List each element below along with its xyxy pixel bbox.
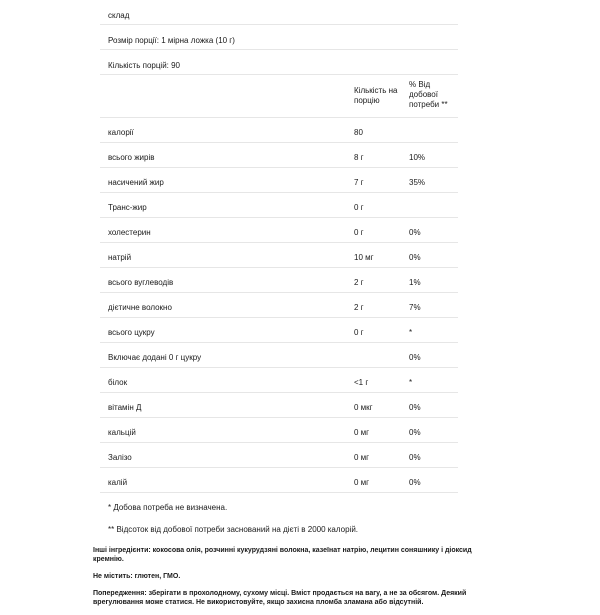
nutrient-daily-value: 0% [409,453,421,462]
table-row [100,143,458,168]
ingredients-text: Інші інгредієнти: кокосова олія, розчинні кукурудзяні волокна, казеїнат натрію, лецитин соняшнику і діоксид кремнію. [93,547,472,563]
nutrient-amount: 7 г [354,178,364,187]
nutrient-name: дієтичне волокно [108,303,172,312]
nutrient-name: Транс-жир [108,203,147,212]
nutrient-daily-value: 0% [409,228,421,237]
nutrition-facts-table [100,0,458,548]
nutrient-name: всього жирів [108,153,155,162]
nutrient-name: насичений жир [108,178,164,187]
nutrient-name: натрій [108,253,132,262]
header-daily-value: % Від добової потреби ** [409,80,448,109]
table-row [100,193,458,218]
nutrient-amount: 8 г [354,153,364,162]
table-row [100,343,458,368]
nutrient-name: калій [108,478,128,487]
nutrient-amount: 2 г [354,303,364,312]
nutrient-daily-value: 10% [409,153,426,162]
header-amount: Кількість на порцію [354,86,398,105]
nutrient-rows [100,118,458,493]
nutrient-name: всього цукру [108,328,155,337]
nutrient-amount: 10 мг [354,253,374,262]
nutrient-amount: 0 мг [354,478,370,487]
nutrient-name: білок [108,378,128,387]
table-row [100,243,458,268]
section-title: склад [100,0,458,25]
nutrient-name: Залізо [108,453,132,462]
serving-size: Розмір порції: 1 мірна ложка (10 г) [100,25,458,50]
product-info-footer [93,546,503,615]
table-row [100,293,458,318]
nutrient-daily-value: 0% [409,353,421,362]
nutrient-amount: <1 г [354,378,369,387]
table-row [100,468,458,493]
table-row [100,443,458,468]
free-from-text: Не містить: глютен, ГМО. [93,573,181,580]
note-daily-value-undefined: * Добова потреба не визначена. [108,503,228,512]
nutrient-daily-value: 1% [409,278,421,287]
nutrient-daily-value: * [409,378,413,387]
table-row [100,318,458,343]
nutrient-daily-value: 0% [409,253,421,262]
nutrient-daily-value: 0% [409,428,421,437]
nutrient-name: холестерин [108,228,151,237]
table-row [100,168,458,193]
nutrient-amount: 0 г [354,203,364,212]
nutrient-name: калорії [108,128,134,137]
nutrient-daily-value: 35% [409,178,426,187]
nutrient-daily-value: 0% [409,478,421,487]
table-row [100,218,458,243]
nutrient-amount: 0 мг [354,453,370,462]
note-daily-value-basis: ** Відсоток від добової потреби заснований на дієті в 2000 калорій. [108,525,359,534]
nutrient-name: всього вуглеводів [108,278,174,287]
nutrient-name: кальцій [108,428,136,437]
nutrient-amount: 80 [354,128,363,137]
table-row [100,393,458,418]
table-header [100,75,458,118]
servings-count: Кількість порцій: 90 [100,50,458,75]
nutrient-name: Включає додані 0 г цукру [108,353,202,362]
table-row [100,118,458,143]
nutrient-amount: 0 г [354,228,364,237]
nutrient-name: вітамін Д [108,403,142,412]
nutrient-amount: 2 г [354,278,364,287]
nutrient-amount: 0 мкг [354,403,373,412]
table-row [100,418,458,443]
table-row [100,368,458,393]
nutrient-daily-value: 0% [409,403,421,412]
table-row [100,268,458,293]
nutrient-amount: 0 мг [354,428,370,437]
table-notes [100,493,458,534]
warning-text: Попередження: зберігати в прохолодному, сухому місці. Вміст продається на вагу, а не за обсягом. Деякий врегулювання може статися. Не використовуйте, якщо захисна пломба зламана або відсутній. [93,590,467,606]
nutrient-amount: 0 г [354,328,364,337]
nutrient-daily-value: * [409,328,413,337]
nutrient-daily-value: 7% [409,303,421,312]
